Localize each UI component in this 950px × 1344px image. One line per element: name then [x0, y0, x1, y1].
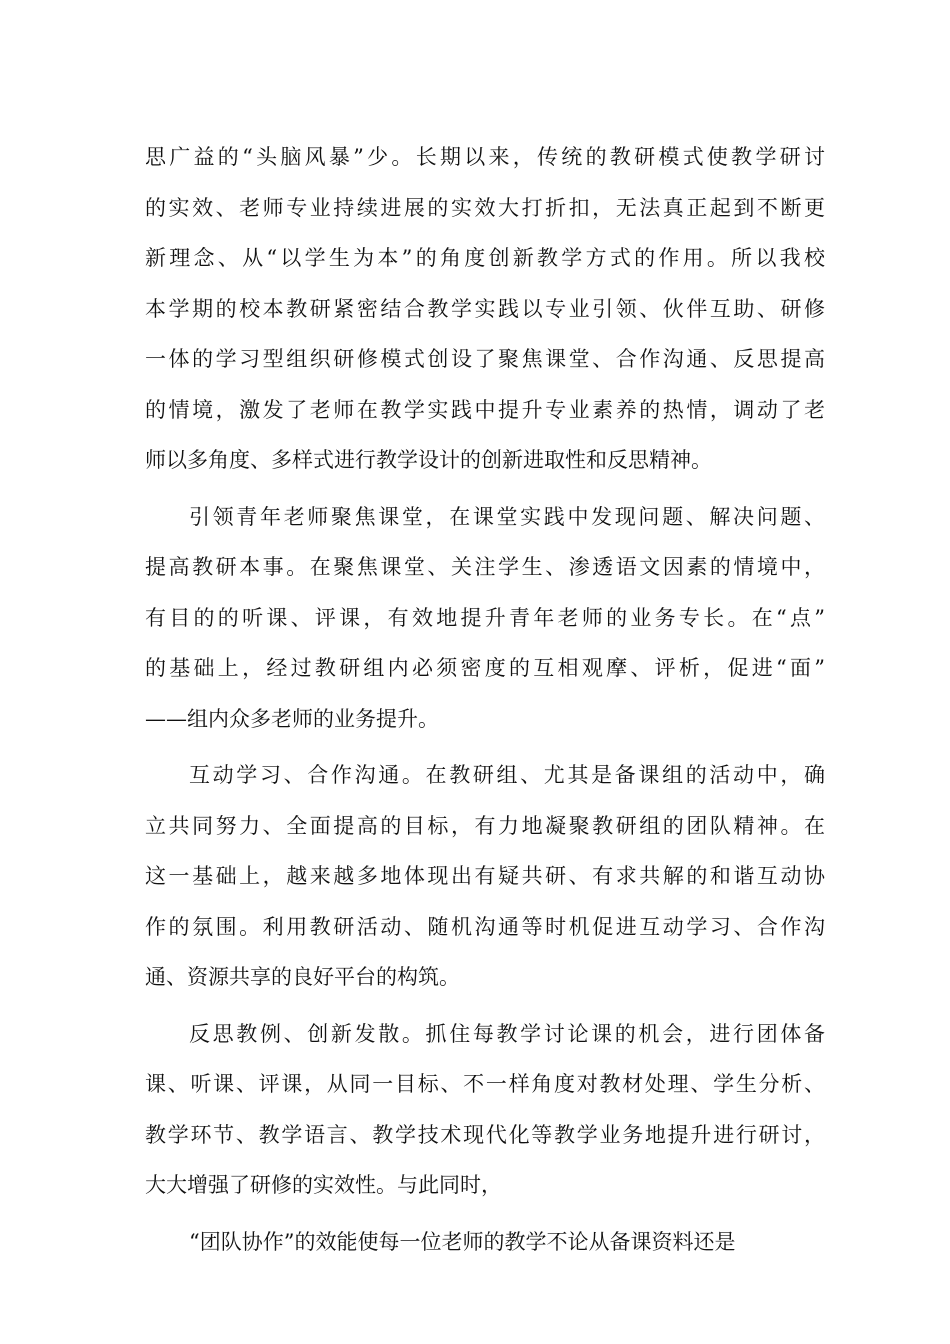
text-line: 这一基础上，越来越多地体现出有疑共研、有求共解的和谐互动协	[145, 864, 825, 888]
text-line: ——组内众多老师的业务提升。	[145, 706, 439, 731]
text-line: 的实效、老师专业持续进展的实效大打折扣，无法真正起到不断更	[145, 195, 825, 220]
text-line: 的情境，激发了老师在教学实践中提升专业素养的热情，调动了老	[145, 397, 825, 422]
text-line: 作的氛围。利用教研活动、随机沟通等时机促进互动学习、合作沟	[145, 914, 825, 939]
body-text	[145, 132, 825, 1267]
text-line: 本学期的校本教研紧密结合教学实践以专业引领、伙伴互助、研修	[145, 296, 825, 321]
text-line: 思广益的“头脑风暴”少。长期以来，传统的教研模式使教学研讨	[145, 145, 825, 169]
paragraph	[145, 1217, 825, 1268]
text-line: 课、听课、评课，从同一目标、不一样角度对教材处理、学生分析、	[145, 1072, 825, 1096]
text-line: 大大增强了研修的实效性。与此同时，	[145, 1173, 502, 1197]
text-line: 立共同努力、全面提高的目标，有力地凝聚教研组的团队精神。在	[145, 813, 825, 838]
text-line: “团队协作”的效能使每一位老师的教学不论从备课资料还是	[189, 1229, 736, 1254]
paragraph	[145, 132, 825, 486]
text-line: 引领青年老师聚焦课堂，在课堂实践中发现问题、解决问题、	[189, 504, 825, 529]
text-line: 互动学习、合作沟通。在教研组、尤其是备课组的活动中，确	[189, 763, 825, 787]
text-line: 提高教研本事。在聚焦课堂、关注学生、渗透语文因素的情境中，	[145, 555, 825, 579]
text-line: 教学环节、教学语言、教学技术现代化等教学业务地提升进行研讨，	[145, 1122, 825, 1147]
text-line: 一体的学习型组织研修模式创设了聚焦课堂、合作沟通、反思提高	[145, 347, 825, 371]
text-line: 师以多角度、多样式进行教学设计的创新进取性和反思精神。	[145, 448, 712, 472]
text-line: 通、资源共享的良好平台的构筑。	[145, 965, 460, 989]
text-line: 有目的的听课、评课，有效地提升青年老师的业务专长。在“点”	[145, 605, 825, 630]
paragraph	[145, 1009, 825, 1211]
text-line: 新理念、从“以学生为本”的角度创新教学方式的作用。所以我校	[145, 246, 825, 270]
paragraph	[145, 492, 825, 745]
text-line: 的基础上，经过教研组内必须密度的互相观摩、评析，促进“面”	[145, 656, 825, 680]
paragraph	[145, 750, 825, 1003]
text-line: 反思教例、创新发散。抓住每教学讨论课的机会，进行团体备	[189, 1021, 825, 1046]
